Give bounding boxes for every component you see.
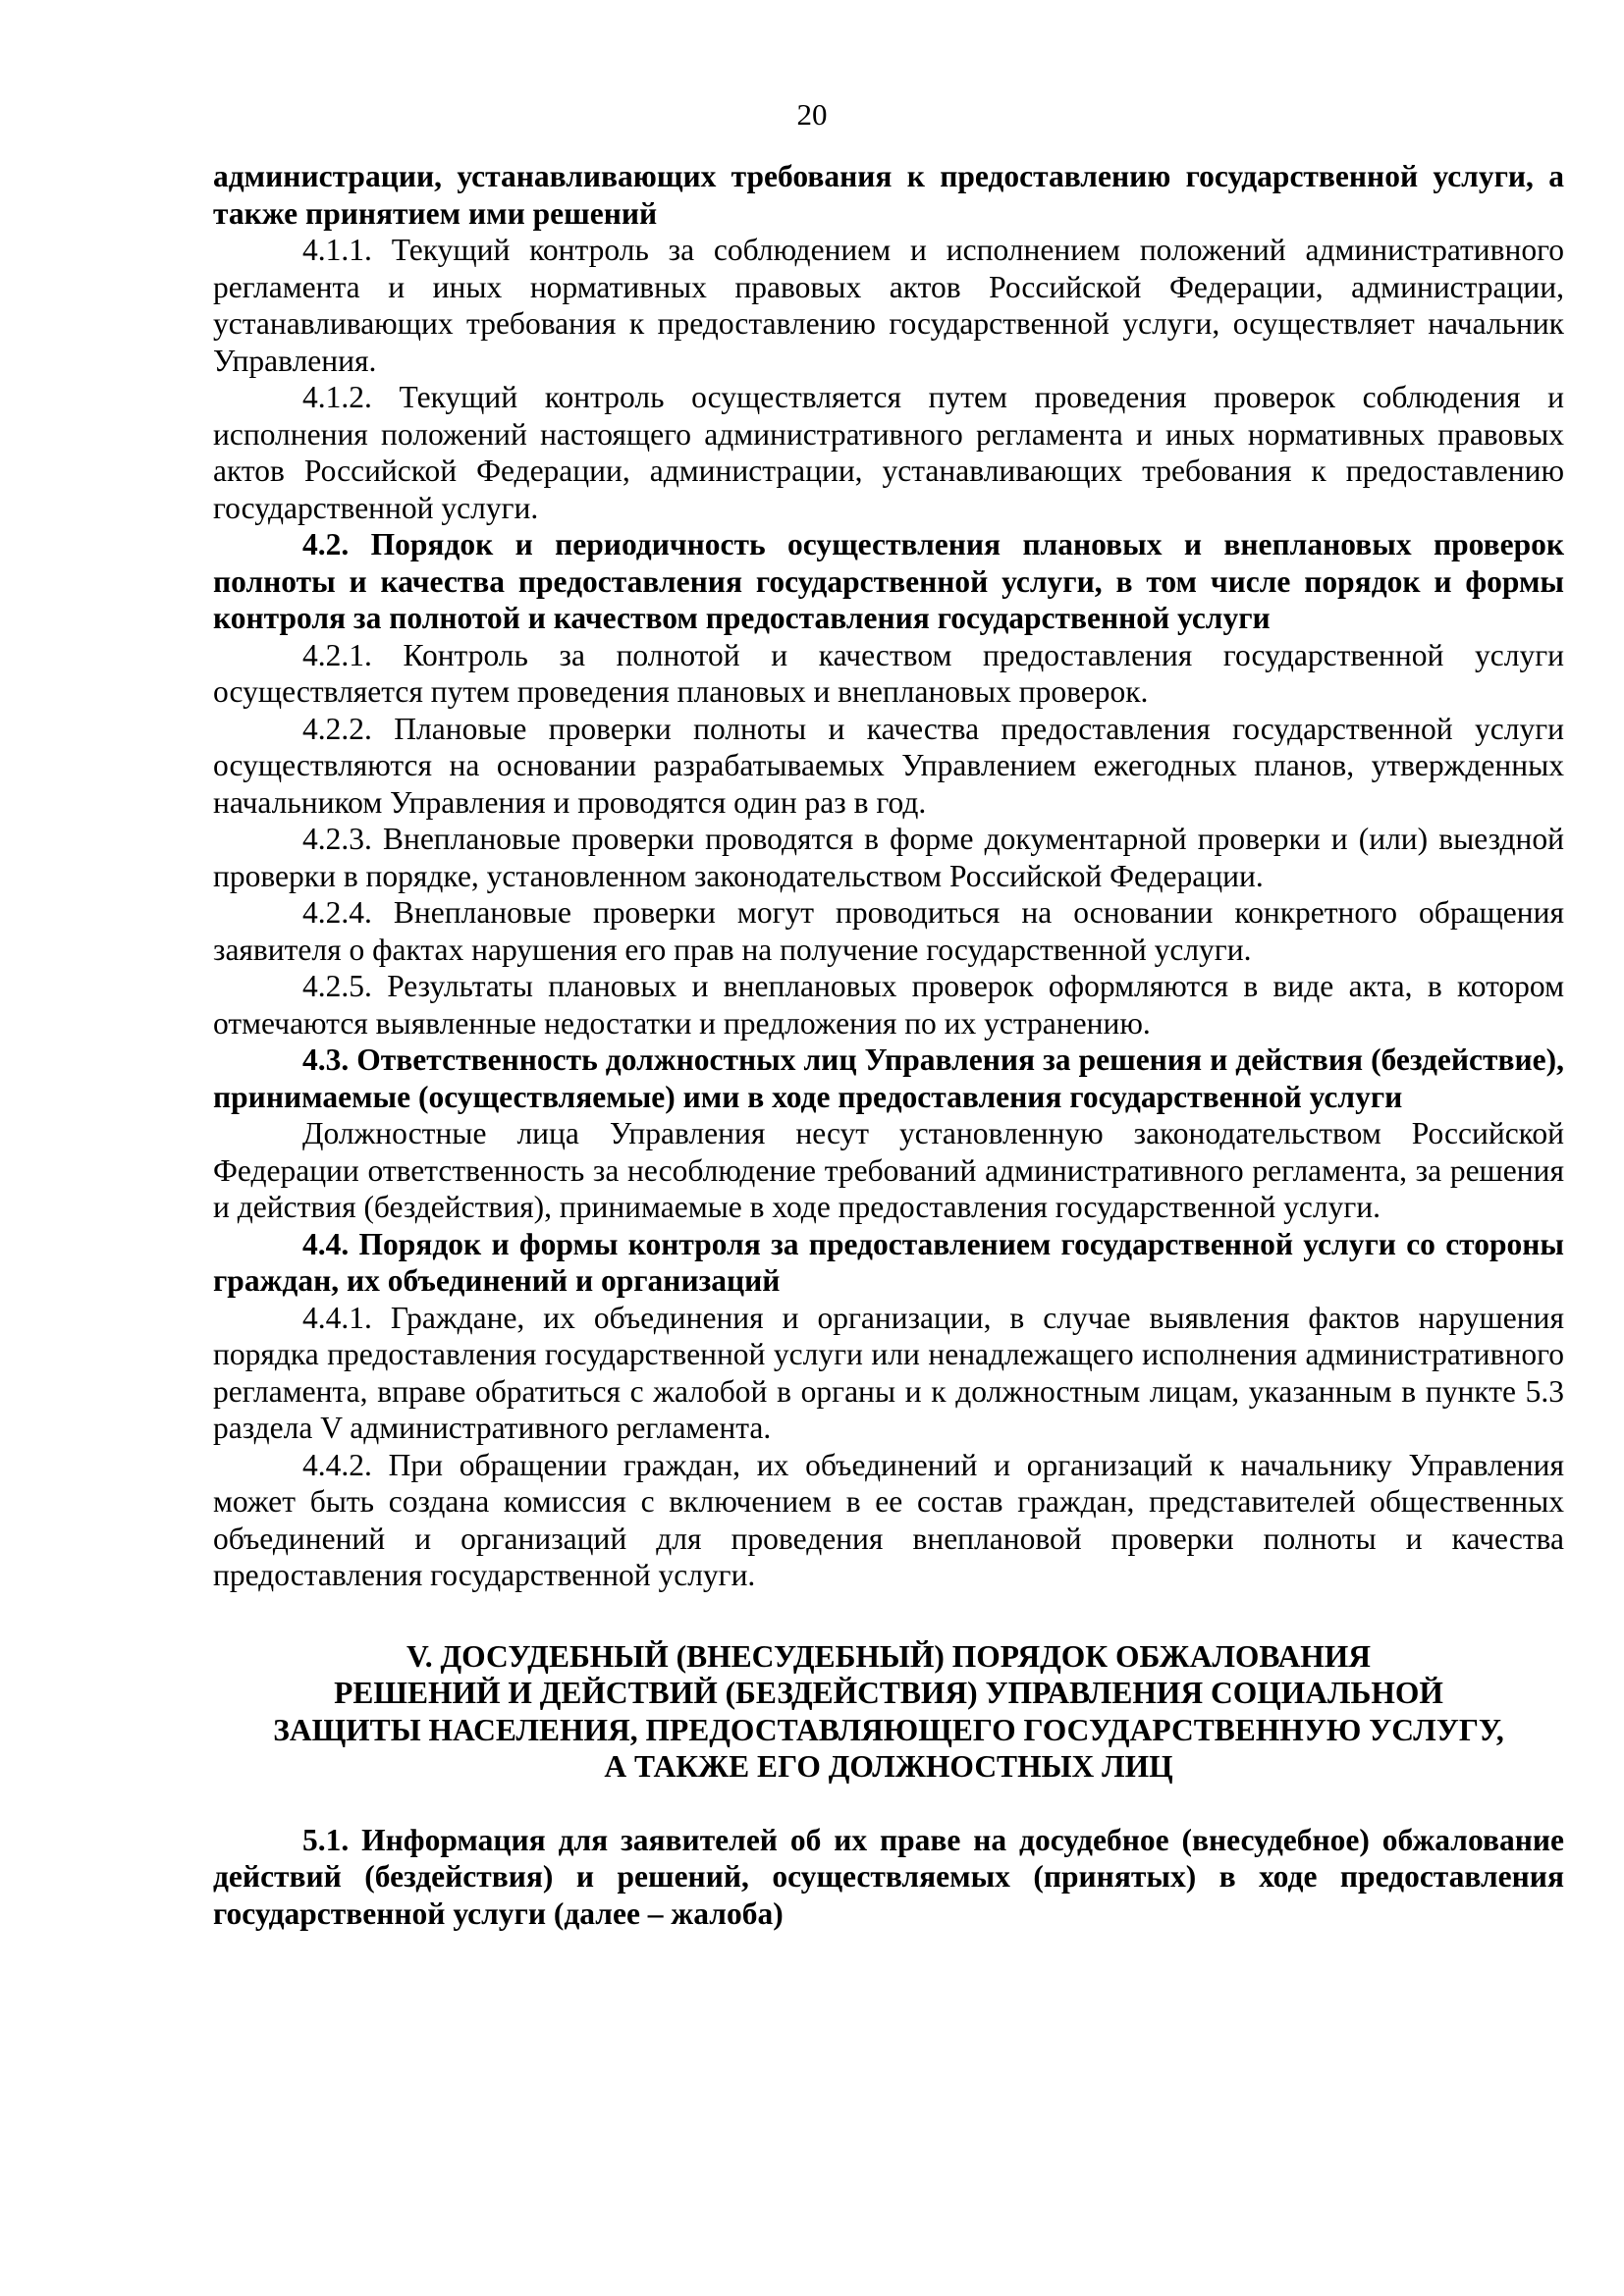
paragraph-4-2-5: 4.2.5. Результаты плановых и внеплановых проверок оформляются в виде акта, в котором отмечаются выявленные недостатки и предложения по их устранению. xyxy=(213,969,1564,1041)
section-title-line: V. ДОСУДЕБНЫЙ (ВНЕСУДЕБНЫЙ) ПОРЯДОК ОБЖАЛОВАНИЯ xyxy=(406,1638,1371,1674)
paragraph-4-2-4: 4.2.4. Внеплановые проверки могут проводиться на основании конкретного обращения заявителя о фактах нарушения его прав на получение государственной услуги. xyxy=(213,895,1564,967)
paragraph-4-1-2: 4.1.2. Текущий контроль осуществляется путем проведения проверок соблюдения и исполнения положений настоящего административного регламента и иных нормативных правовых актов Российской Федерации, администрации, устанавливающих требования к предоставлению государственной услуги. xyxy=(213,380,1564,525)
heading-4-2: 4.2. Порядок и периодичность осуществления плановых и внеплановых проверок полноты и качества предоставления государственной услуги, в том числе порядок и формы контроля за полнотой и качеством предоставления государственной услуги xyxy=(213,527,1564,635)
paragraph-4-2-2: 4.2.2. Плановые проверки полноты и качества предоставления государственной услуги осуществляются на основании разрабатываемых Управлением ежегодных планов, утвержденных начальником Управления и проводятся один раз в год. xyxy=(213,711,1564,820)
heading-4-3: 4.3. Ответственность должностных лиц Управления за решения и действия (бездействие), принимаемые (осуществляемые) ими в ходе предоставления государственной услуги xyxy=(213,1042,1564,1114)
page-number: 20 xyxy=(796,97,828,132)
section-title-line: РЕШЕНИЙ И ДЕЙСТВИЙ (БЕЗДЕЙСТВИЯ) УПРАВЛЕНИЯ СОЦИАЛЬНОЙ xyxy=(334,1676,1443,1710)
section-title-line: ЗАЩИТЫ НАСЕЛЕНИЯ, ПРЕДОСТАВЛЯЮЩЕГО ГОСУДАРСТВЕННУЮ УСЛУГУ, xyxy=(273,1712,1504,1747)
heading-5-1: 5.1. Информация для заявителей об их праве на досудебное (внесудебное) обжалование действий (бездействия) и решений, осуществляемых (принятых) в ходе предоставления государственной услуги (далее – жалоба) xyxy=(213,1822,1564,1931)
section-title-line: А ТАКЖЕ ЕГО ДОЛЖНОСТНЫХ ЛИЦ xyxy=(604,1749,1173,1784)
paragraph-4-1-1: 4.1.1. Текущий контроль за соблюдением и исполнением положений административного регламента и иных нормативных правовых актов Российской Федерации, администрации, устанавливающих требования к предоставлению государственной услуги, осуществляет начальник Управления. xyxy=(213,233,1564,378)
paragraph-4-4-2: 4.4.2. При обращении граждан, их объединений и организаций к начальнику Управления может быть создана комиссия с включением в ее состав граждан, представителей общественных объединений и организаций для проведения внеплановой проверки полноты и качества предоставления государственной услуги. xyxy=(213,1447,1564,1592)
document-body xyxy=(213,158,1564,1932)
section-v-title xyxy=(213,1638,1564,1786)
heading-4-4: 4.4. Порядок и формы контроля за предоставлением государственной услуги со стороны граждан, их объединений и организаций xyxy=(213,1226,1564,1298)
paragraph-4-3-body: Должностные лица Управления несут установленную законодательством Российской Федерации ответственность за несоблюдение требований административного регламента, за решения и действия (бездействия), принимаемые в ходе предоставления государственной услуги. xyxy=(213,1116,1564,1224)
heading-continuation: администрации, устанавливающих требования к предоставлению государственной услуги, а также принятием ими решений xyxy=(213,159,1564,231)
paragraph-4-2-3: 4.2.3. Внеплановые проверки проводятся в форме документарной проверки и (или) выездной проверки в порядке, установленном законодательством Российской Федерации. xyxy=(213,822,1564,893)
paragraph-4-4-1: 4.4.1. Граждане, их объединения и организации, в случае выявления фактов нарушения порядка предоставления государственной услуги или ненадлежащего исполнения административного регламента, вправе обратиться с жалобой в органы и к должностным лицам, указанным в пункте 5.3 раздела V административного регламента. xyxy=(213,1300,1564,1445)
paragraph-4-2-1: 4.2.1. Контроль за полнотой и качеством предоставления государственной услуги осуществляется путем проведения плановых и внеплановых проверок. xyxy=(213,637,1564,709)
